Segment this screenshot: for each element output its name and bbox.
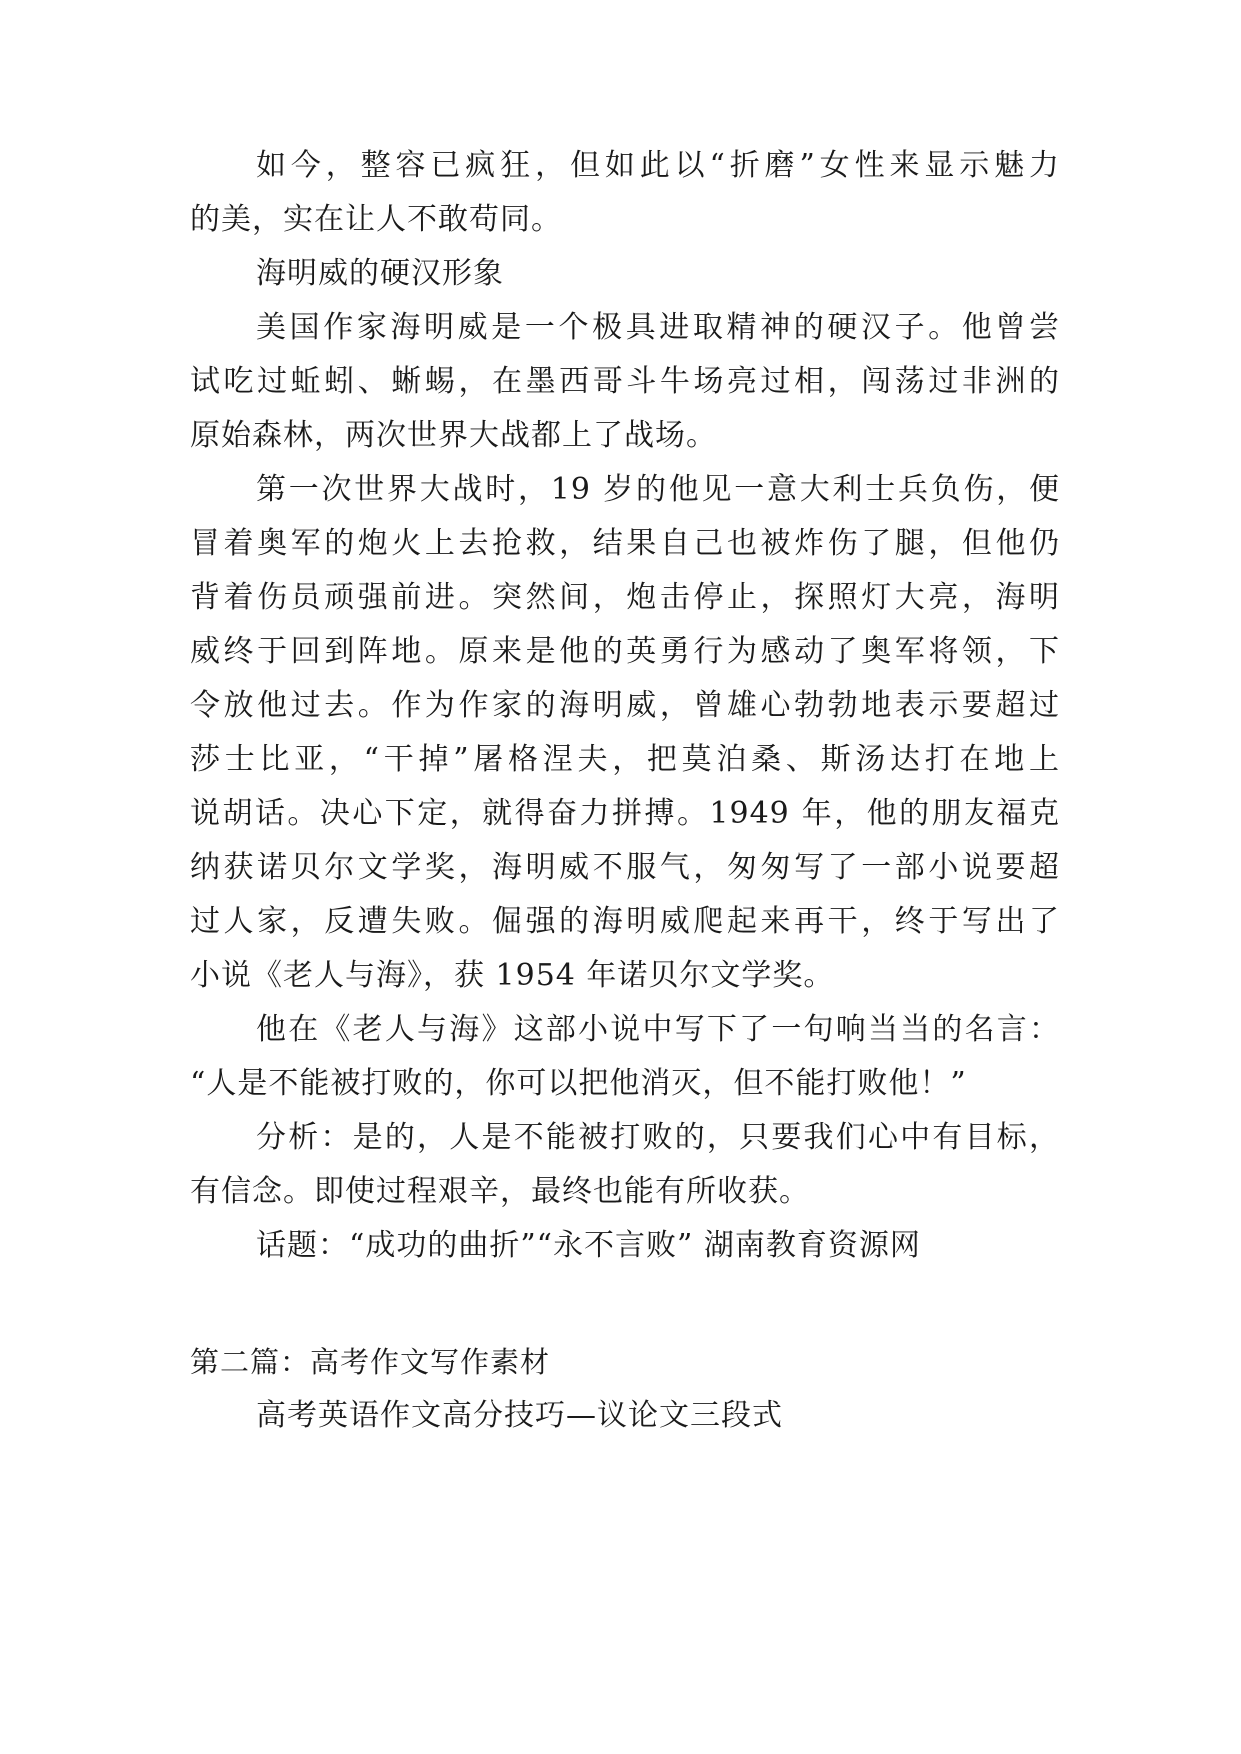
analysis-line: 分析：是的，人是不能被打败的，只要我们心中有目标， (256, 1120, 1060, 1155)
paragraph-line: 的美，实在让人不敢苟同。 (190, 202, 562, 237)
paragraph-line: 美国作家海明威是一个极具进取精神的硬汉子。他曾尝 (256, 310, 1060, 345)
analysis-line: 有信念。即使过程艰辛，最终也能有所收获。 (190, 1174, 810, 1209)
paragraph-line: 原始森林，两次世界大战都上了战场。 (190, 418, 717, 453)
article-subheading: 高考英语作文高分技巧—议论文三段式 (256, 1398, 783, 1433)
paragraph-line: 冒着奥军的炮火上去抢救，结果自己也被炸伤了腿，但他仍 (190, 526, 1060, 561)
story-title: 海明威的硬汉形象 (256, 256, 504, 291)
paragraph-line: 纳获诺贝尔文学奖，海明威不服气，匆匆写了一部小说要超 (190, 850, 1060, 885)
paragraph-line: 如今，整容已疯狂，但如此以“折磨”女性来显示魅力 (256, 148, 1060, 183)
paragraph-line: 过人家，反遭失败。倔强的海明威爬起来再干，终于写出了 (190, 904, 1060, 939)
paragraph-line: 他在《老人与海》这部小说中写下了一句响当当的名言： (256, 1012, 1060, 1047)
quote-line: “人是不能被打败的，你可以把他消灭，但不能打败他！” (190, 1066, 967, 1101)
paragraph-line: 背着伤员顽强前进。突然间，炮击停止，探照灯大亮，海明 (190, 580, 1060, 615)
paragraph-line: 威终于回到阵地。原来是他的英勇行为感动了奥军将领，下 (190, 634, 1060, 669)
section-heading: 第二篇：高考作文写作素材 (190, 1345, 551, 1379)
topic-line: 话题：“成功的曲折”“永不言败” 湖南教育资源网 (256, 1228, 921, 1263)
paragraph-line: 试吃过蚯蚓、蜥蜴，在墨西哥斗牛场亮过相，闯荡过非洲的 (190, 364, 1060, 399)
paragraph-line: 小说《老人与海》，获 1954 年诺贝尔文学奖。 (190, 958, 835, 993)
paragraph-line: 莎士比亚，“干掉”屠格涅夫，把莫泊桑、斯汤达打在地上 (190, 742, 1060, 777)
paragraph-line: 第一次世界大战时，19 岁的他见一意大利士兵负伤，便 (256, 472, 1060, 507)
paragraph-line: 说胡话。决心下定，就得奋力拼搏。1949 年，他的朋友福克 (190, 796, 1060, 831)
paragraph-line: 令放他过去。作为作家的海明威，曾雄心勃勃地表示要超过 (190, 688, 1060, 723)
